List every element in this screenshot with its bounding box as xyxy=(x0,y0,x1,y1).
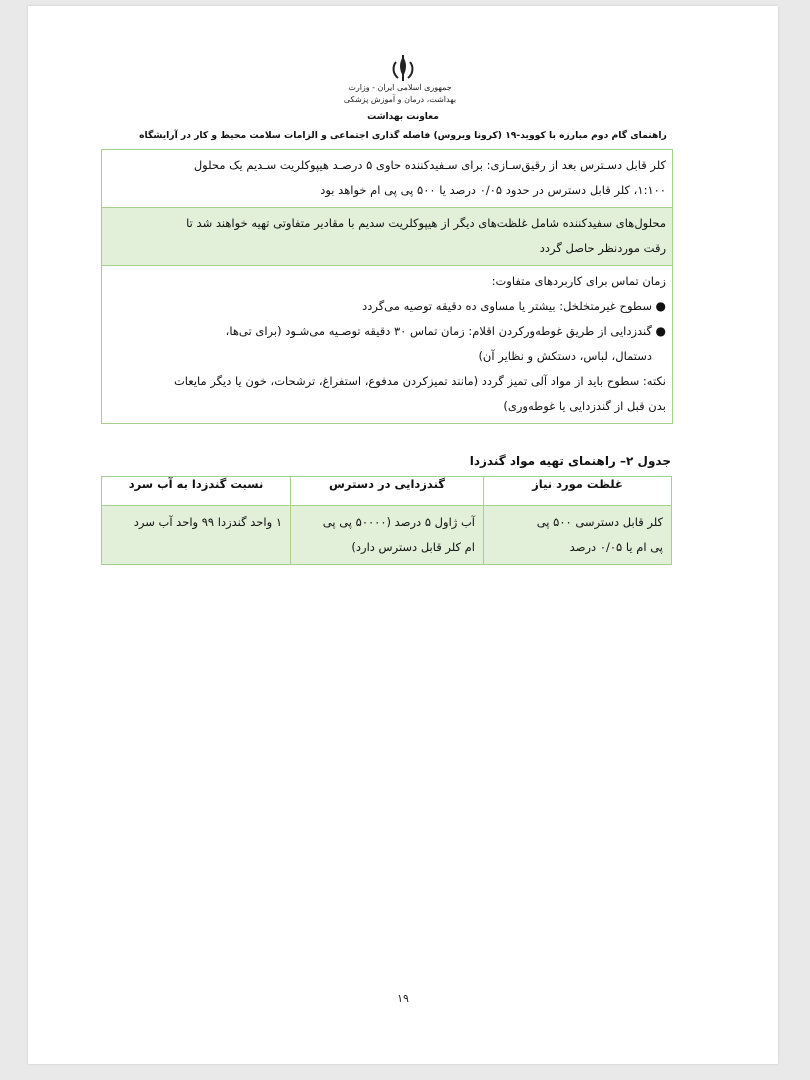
note-line: نکته: سطوح باید از مواد آلی تمیز گردد (مانند تمیزکردن مدفوع، استفراغ، ترشحات، خون یا دیگر مایعات xyxy=(173,374,666,388)
instructions-row-concentrations xyxy=(102,208,672,266)
cell-line: ام کلر قابل دسترس دارد) xyxy=(351,540,475,554)
table-row xyxy=(102,506,672,565)
cell-line: کلر قابل دسترسی ۵۰۰ پی xyxy=(536,515,663,529)
deputy-title: معاونت بهداشت xyxy=(367,112,439,122)
ministry-logo-text: جمهوری اسلامی ایران - وزارت بهداشت، درمان و آموزش پزشکی xyxy=(343,83,457,104)
disinfectant-guide-table xyxy=(101,476,672,565)
table-title: جدول ۲– راهنمای تهیه مواد گندزدا xyxy=(469,454,671,468)
cell-required-concentration xyxy=(484,506,672,565)
cell-line: ۱ واحد گندزدا ۹۹ واحد آب سرد xyxy=(133,515,282,529)
text-line: کلر قابل دسـترس بعد از رقیق‌سـازی: برای سـفیدکننده حاوی ۵ درصـد هیپوکلریت سـدیم یک محلول xyxy=(193,158,666,172)
table-header-row xyxy=(102,477,672,506)
note-line: بدن قبل از گندزدایی یا غوطه‌وری) xyxy=(503,399,666,413)
instructions-row-contact-time xyxy=(102,266,672,423)
bullet-item xyxy=(108,294,666,319)
bullet-icon: ● xyxy=(655,324,666,338)
document-page xyxy=(28,6,778,1064)
header-required-concentration: غلظت مورد نیاز xyxy=(484,477,672,506)
header-available-disinfectant: گندزدایی در دسترس xyxy=(291,477,484,506)
bullet-item xyxy=(108,319,666,344)
header-mixing-ratio: نسبت گندزدا به آب سرد xyxy=(102,477,291,506)
cell-line: آب ژاول ۵ درصد (۵۰۰۰۰ پی پی xyxy=(322,515,475,529)
document-title: راهنمای گام دوم مبارزه با کووید-۱۹ (کرونا ویروس) فاصله گذاری اجتماعی و الزامات سلامت محیط و کار در آرایشگاه xyxy=(139,130,667,141)
bullet-text: گندزدایی از طریق غوطه‌ورکردن اقلام: زمان تماس ۳۰ دقیقه توصـیه می‌شـود (برای تی‌ها، xyxy=(225,324,652,338)
text-line: ۱:۱۰۰، کلر قابل دسترس در حدود ۰/۰۵ درصد یا ۵۰۰ پی پی ام خواهد بود xyxy=(320,183,666,197)
bullet-icon: ● xyxy=(655,299,666,313)
cell-mixing-ratio xyxy=(102,506,291,565)
cell-available-disinfectant xyxy=(291,506,484,565)
bullet-text: سطوح غیرمتخلخل: بیشتر یا مساوی ده دقیقه توصیه می‌گردد xyxy=(362,299,652,313)
instructions-row-dilution xyxy=(102,150,672,208)
text-line: رقت موردنظر حاصل گردد xyxy=(539,241,666,255)
cell-line: پی ام یا ۰/۰۵ درصد xyxy=(569,540,663,554)
text-line: زمان تماس برای کاربردهای متفاوت: xyxy=(491,274,666,288)
page-number: ۱۹ xyxy=(397,992,409,1005)
text-line: محلول‌های سفیدکننده شامل غلظت‌های دیگر از هیپوکلریت سدیم با مقادیر متفاوتی تهیه خواهند شد تا xyxy=(186,216,666,230)
text-line: دستمال، لباس، دستکش و نظایر آن) xyxy=(478,349,652,363)
iran-emblem-icon xyxy=(358,54,448,84)
instructions-box xyxy=(101,149,673,424)
